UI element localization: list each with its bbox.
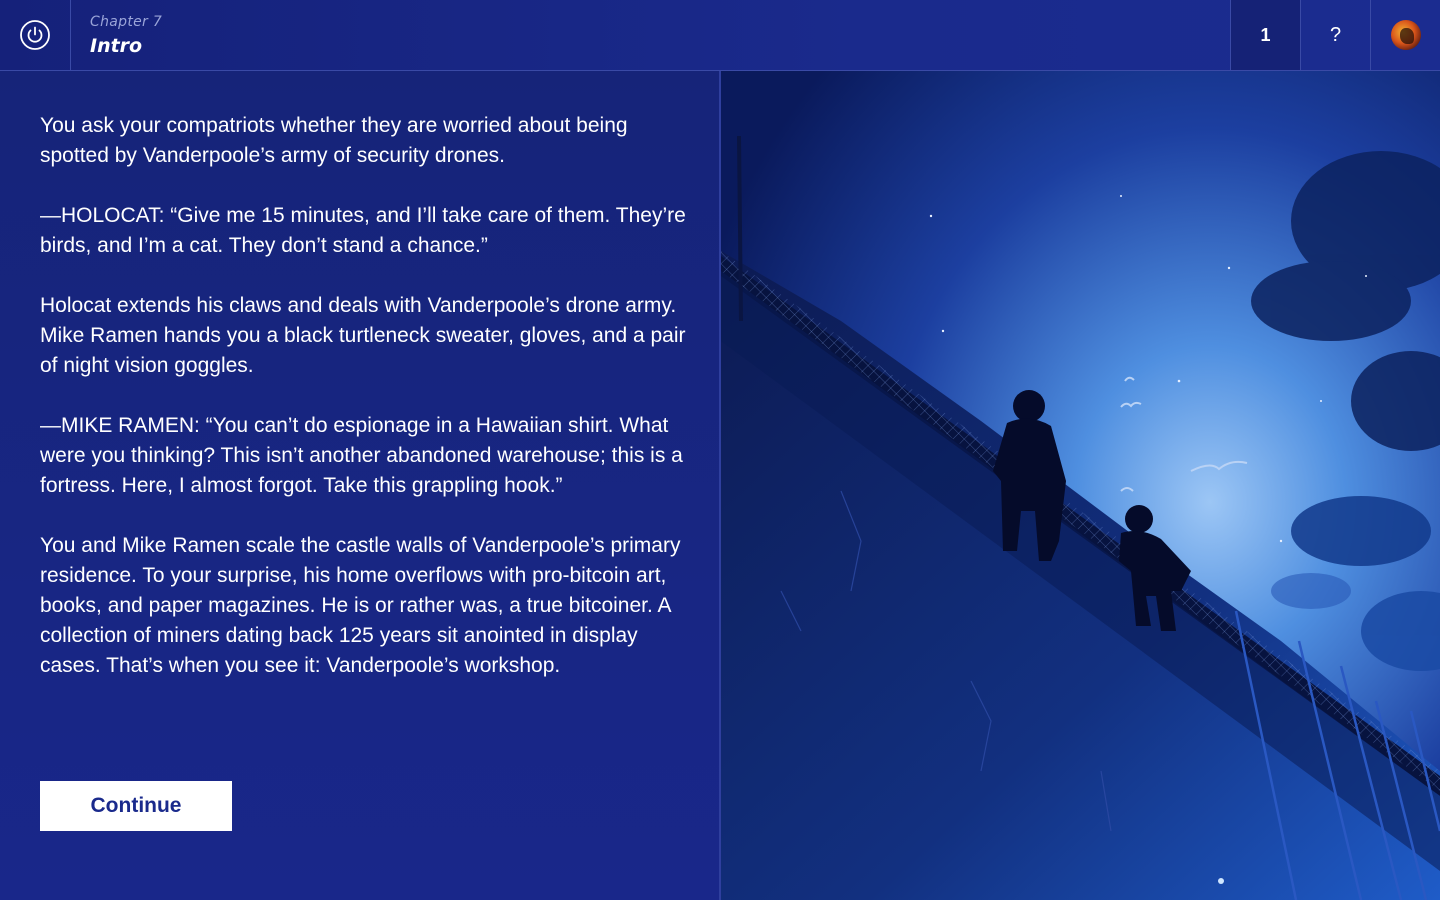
story-paragraph: You and Mike Ramen scale the castle walls of Vanderpoole’s primary residence. To your surprise, his home overflows with pro-bitcoin art, books, and paper magazines. He is or rather was, a true bitcoiner. A collection of miners dating back 125 years sit anointed in display cases. That’s when you see it: Vanderpoole’s workshop. xyxy=(40,534,681,677)
story-panel xyxy=(0,71,719,900)
power-icon xyxy=(19,19,51,51)
story-paragraph: —MIKE RAMEN: “You can’t do espionage in a Hawaiian shirt. What were you thinking? This isn’t another abandoned warehouse; this is a fortress. Here, I almost forgot. Take this grappling hook.” xyxy=(40,414,683,497)
power-button[interactable] xyxy=(0,0,71,70)
profile-button[interactable] xyxy=(1370,0,1440,70)
progress-count[interactable]: 1 xyxy=(1230,0,1300,70)
story-paragraph: Holocat extends his claws and deals with Vanderpoole’s drone army. Mike Ramen hands you a black turtleneck sweater, gloves, and a pair of night vision goggles. xyxy=(40,294,686,377)
chapter-title-block xyxy=(71,0,1230,70)
avatar-icon xyxy=(1391,20,1421,50)
section-title: Intro xyxy=(90,35,143,57)
story-paragraph: —HOLOCAT: “Give me 15 minutes, and I’ll take care of them. They’re birds, and I’m a cat. They don’t stand a chance.” xyxy=(40,204,686,257)
scene-illustration xyxy=(721,71,1440,900)
top-bar xyxy=(0,0,1440,71)
night-wall-illustration xyxy=(721,71,1440,900)
story-paragraph: You ask your compatriots whether they are worried about being spotted by Vanderpoole’s army of security drones. xyxy=(40,114,628,167)
chapter-label: Chapter 7 xyxy=(90,14,163,30)
help-button[interactable]: ? xyxy=(1300,0,1370,70)
continue-button[interactable]: Continue xyxy=(40,781,232,831)
